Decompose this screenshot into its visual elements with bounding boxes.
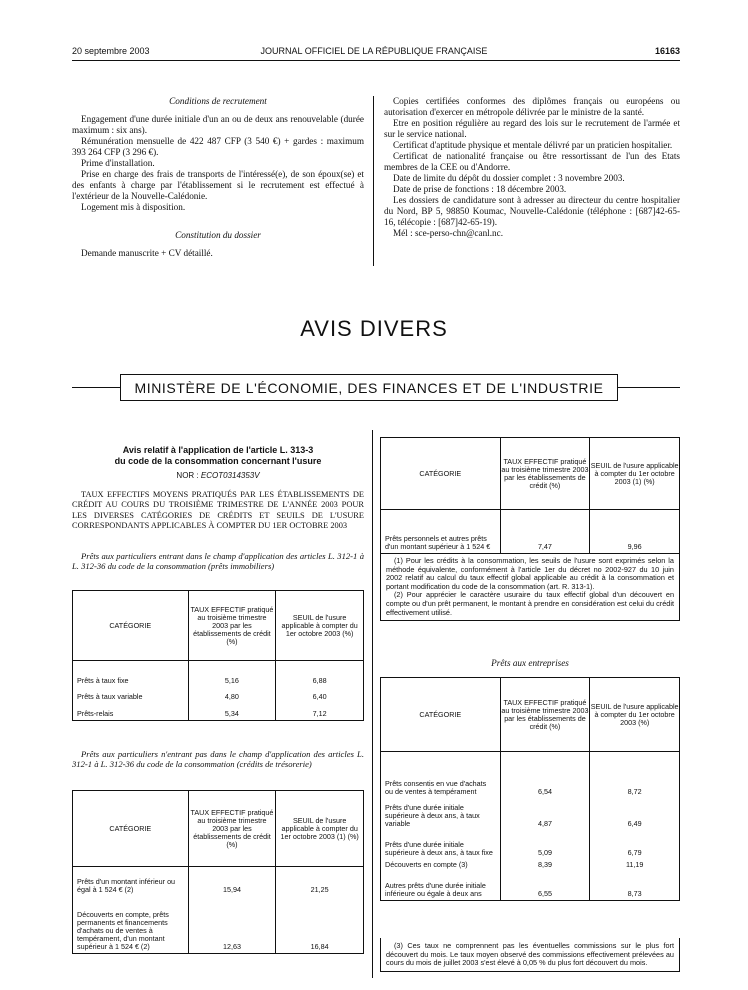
heading-conditions-recrutement: Conditions de recrutement xyxy=(169,96,267,106)
subtitle-prets-immobiliers: Prêts aux particuliers entrant dans le champ d'application des articles L. 312-1 à L. 312-36 du code de la consommation (prêts immobiliers) xyxy=(72,551,364,571)
nor-value: ECOT0314353V xyxy=(200,471,260,480)
table-row xyxy=(381,830,680,859)
col-header-taux: TAUX EFFECTIF pratiqué au troisième trimestre 2003 par les établissements de crédit (%) xyxy=(188,791,276,867)
footnotes-consommation xyxy=(380,553,680,621)
row-label: Prêts à taux fixe xyxy=(73,671,189,687)
row-label: Prêts à taux variable xyxy=(73,687,189,703)
table-row xyxy=(381,762,680,798)
col-header-categorie: CATÉGORIE xyxy=(381,678,501,752)
paragraph: Prise en charge des frais de transports de l'intéressé(e), de son époux(se) et des enfants à charge par l'établissement si le recrutement est effectué à l'extérieur de la Nouvelle-Calédonie. xyxy=(72,169,364,201)
top-left-column xyxy=(72,96,364,259)
header-journal-title: JOURNAL OFFICIEL DE LA RÉPUBLIQUE FRANÇAISE xyxy=(260,46,488,56)
paragraph: Logement mis à disposition. xyxy=(81,202,186,212)
footnote: (1) Pour les crédits à la consommation, les seuils de l'usure sont exprimés selon la méthode équivalente, conformément à l'article 1er du décret no 2002-927 du 10 juin 2002 relatif au calcul du taux effectif global applicable au crédit à la consommation et portant modification du code de la consommation (art. R. 313-1). xyxy=(386,556,674,591)
subtitle-credits-tresorerie: Prêts aux particuliers n'entrant pas dans le champ d'application des articles L. 312-1 à L. 312-36 du code de la consommation (crédits de trésorerie) xyxy=(72,749,364,769)
row-seuil: 7,12 xyxy=(276,703,364,721)
col-header-taux: TAUX EFFECTIF pratiqué au troisième trimestre 2003 par les établissements de crédit (%) xyxy=(500,438,590,510)
row-taux: 5,09 xyxy=(500,830,590,859)
section-title: AVIS DIVERS xyxy=(300,316,448,341)
row-taux: 8,39 xyxy=(500,859,590,871)
table-row xyxy=(381,798,680,830)
row-taux: 5,34 xyxy=(188,703,276,721)
row-taux: 5,16 xyxy=(188,671,276,687)
avis-title-line: du code de la consommation concernant l'usure xyxy=(114,455,322,466)
col-header-seuil: SEUIL de l'usure applicable à compter du 1er octobre 2003 (%) xyxy=(590,678,680,752)
paragraph: Rémunération mensuelle de 422 487 CFP (3 540 €) + gardes : maximum 393 264 CFP (3 296 €). xyxy=(72,136,364,157)
paragraph: Copies certifiées conformes des diplômes français ou européens ou autorisation d'exercer en métropole délivrée par le ministre de la santé. xyxy=(384,96,680,117)
row-taux: 4,87 xyxy=(500,798,590,830)
row-seuil: 21,25 xyxy=(276,877,364,896)
table-row xyxy=(381,859,680,871)
column-divider xyxy=(372,430,373,978)
row-label: Prêts-relais xyxy=(73,703,189,721)
row-seuil: 9,96 xyxy=(590,520,680,554)
row-label: Prêts consentis en vue d'achats ou de ventes à tempérament xyxy=(381,762,501,798)
table-row xyxy=(73,896,364,954)
row-seuil: 6,40 xyxy=(276,687,364,703)
col-header-taux: TAUX EFFECTIF pratiqué au troisième trimestre 2003 par les établissements de crédit (%) xyxy=(188,591,276,661)
row-label: Découverts en compte (3) xyxy=(381,859,501,871)
footnotes-entreprises xyxy=(380,938,680,972)
row-taux: 6,54 xyxy=(500,762,590,798)
paragraph: Certificat de nationalité française ou être ressortissant de l'un des Etats membres de la CEE ou d'Andorre. xyxy=(384,151,680,172)
table-row xyxy=(381,871,680,901)
paragraph: Etre en position régulière au regard des lois sur le recrutement de l'armée et sur le service national. xyxy=(384,118,680,139)
table-prets-personnels xyxy=(380,437,680,554)
row-label: Prêts d'une durée initiale supérieure à deux ans, à taux variable xyxy=(381,798,501,830)
col-header-seuil: SEUIL de l'usure applicable à compter du 1er octobre 2003 (%) xyxy=(276,591,364,661)
row-seuil: 11,19 xyxy=(590,859,680,871)
row-taux: 15,94 xyxy=(188,877,276,896)
paragraph: Mél : sce-perso-chn@canl.nc. xyxy=(393,228,503,238)
paragraph: Engagement d'une durée initiale d'un an ou de deux ans renouvelable (durée maximum : six ans). xyxy=(72,114,364,135)
table-row xyxy=(73,703,364,721)
avis-title xyxy=(72,445,364,466)
ministry-rule-right xyxy=(618,387,680,388)
row-label: Prêts personnels et autres prêts d'un montant supérieur à 1 524 € xyxy=(381,520,501,554)
row-taux: 7,47 xyxy=(500,520,590,554)
row-label: Autres prêts d'une durée initiale inférieure ou égale à deux ans xyxy=(381,871,501,901)
avis-title-line: Avis relatif à l'application de l'article L. 313-3 xyxy=(122,445,314,455)
row-label: Prêts d'une durée initiale supérieure à deux ans, à taux fixe xyxy=(381,830,501,859)
col-header-seuil: SEUIL de l'usure applicable à compter du 1er octobre 2003 (1) (%) xyxy=(590,438,680,510)
ministry-rule-left xyxy=(72,387,120,388)
table-row xyxy=(381,520,680,554)
paragraph: Prime d'installation. xyxy=(81,158,155,168)
paragraph: Date de prise de fonctions : 18 décembre 2003. xyxy=(393,184,567,194)
table-row xyxy=(73,687,364,703)
table-credits-tresorerie xyxy=(72,790,364,954)
footnote: (2) Pour apprécier le caractère usuraire du taux effectif global d'un découvert en compte ou d'un prêt permanent, le montant à prendre en considération est celui du crédit effectivement utilisé. xyxy=(386,590,674,617)
header-page-number: 16163 xyxy=(654,46,680,56)
col-header-taux: TAUX EFFECTIF pratiqué au troisième trimestre 2003 par les établissements de crédit (%) xyxy=(500,678,590,752)
table-prets-immobiliers xyxy=(72,590,364,721)
row-seuil: 6,88 xyxy=(276,671,364,687)
heading-constitution-dossier: Constitution du dossier xyxy=(175,230,261,240)
col-header-categorie: CATÉGORIE xyxy=(381,438,501,510)
paragraph: Demande manuscrite + CV détaillé. xyxy=(81,248,213,258)
table-row xyxy=(73,671,364,687)
col-header-seuil: SEUIL de l'usure applicable à compter du 1er octobre 2003 (1) (%) xyxy=(276,791,364,867)
subtitle-prets-entreprises: Prêts aux entreprises xyxy=(491,658,569,668)
row-seuil: 6,49 xyxy=(590,798,680,830)
row-taux: 4,80 xyxy=(188,687,276,703)
column-divider xyxy=(373,96,374,266)
header-rule xyxy=(72,60,680,61)
avis-intro: TAUX EFFECTIFS MOYENS PRATIQUÉS PAR LES ÉTABLISSEMENTS DE CRÉDIT AU COURS DU TROISIÈME TRIMESTRE DE L'ANNÉE 2003 POUR LES DIVERSES CATÉGORIES DE CRÉDITS ET SEUILS DE L'USURE CORRESPONDANTS APPLICABLES À COMPTER DU 1ER OCTOBRE 2003 xyxy=(72,490,364,530)
row-taux: 6,55 xyxy=(500,871,590,901)
row-seuil: 6,79 xyxy=(590,830,680,859)
row-label: Prêts d'un montant inférieur ou égal à 1 524 € (2) xyxy=(73,877,189,896)
row-taux: 12,63 xyxy=(188,896,276,954)
row-seuil: 8,72 xyxy=(590,762,680,798)
col-header-categorie: CATÉGORIE xyxy=(73,591,189,661)
nor-label: NOR : xyxy=(176,471,201,480)
ministry-name: MINISTÈRE DE L'ÉCONOMIE, DES FINANCES ET DE L'INDUSTRIE xyxy=(134,380,604,396)
header-date: 20 septembre 2003 xyxy=(72,46,150,56)
paragraph: Les dossiers de candidature sont à adresser au directeur du centre hospitalier du Nord, BP 5, 98850 Koumac, Nouvelle-Calédonie (téléphone : [687]42-65-16, télécopie : [687]42-65-19). xyxy=(384,195,680,227)
table-row xyxy=(73,877,364,896)
col-header-categorie: CATÉGORIE xyxy=(73,791,189,867)
footnote: (3) Ces taux ne comprennent pas les éventuelles commissions sur le plus fort découvert du mois. Le taux moyen observé des commissions effectivement prélevées au cours du mois de juillet 2003 s'est élevé à 0,05 % du plus fort découvert du mois. xyxy=(386,941,674,968)
top-right-column xyxy=(384,96,680,239)
row-seuil: 8,73 xyxy=(590,871,680,901)
paragraph: Date de limite du dépôt du dossier complet : 3 novembre 2003. xyxy=(393,173,625,183)
table-prets-entreprises xyxy=(380,677,680,901)
row-seuil: 16,84 xyxy=(276,896,364,954)
nor-reference xyxy=(72,471,364,480)
row-label: Découverts en compte, prêts permanents et financements d'achats ou de ventes à tempérament, d'un montant supérieur à 1 524 € (2) xyxy=(73,896,189,954)
paragraph: Certificat d'aptitude physique et mentale délivré par un praticien hospitalier. xyxy=(393,140,673,150)
